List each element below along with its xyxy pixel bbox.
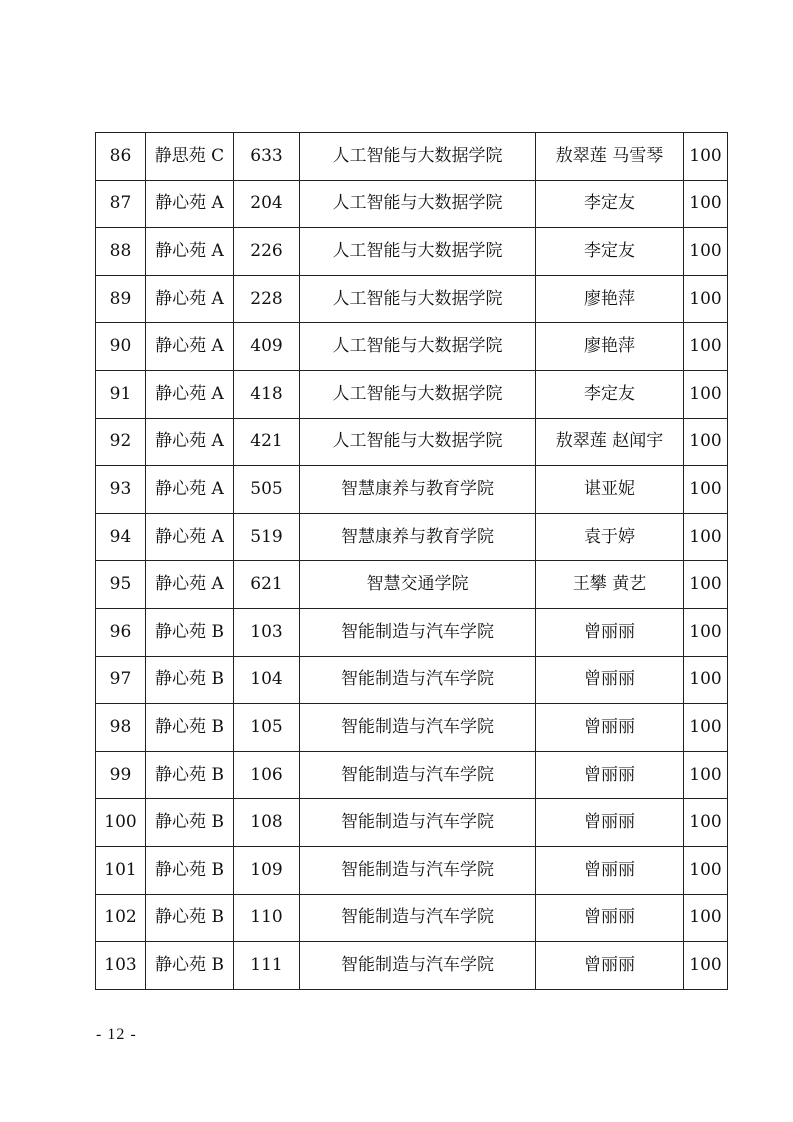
row-number-cell: 87 (96, 180, 146, 228)
row-number-cell: 95 (96, 561, 146, 609)
building-cell: 静心苑 A (146, 513, 234, 561)
table-row (96, 704, 728, 752)
building-cell: 静心苑 B (146, 799, 234, 847)
score-cell: 100 (684, 466, 728, 514)
score-cell: 100 (684, 561, 728, 609)
responsible-person-cell: 廖艳萍 (536, 275, 684, 323)
responsible-person-cell: 曾丽丽 (536, 894, 684, 942)
college-cell: 智能制造与汽车学院 (300, 846, 536, 894)
responsible-person-cell: 曾丽丽 (536, 942, 684, 990)
college-cell: 智能制造与汽车学院 (300, 608, 536, 656)
page-number: - 12 - (96, 1026, 137, 1043)
building-cell: 静心苑 A (146, 323, 234, 371)
responsible-person-cell: 曾丽丽 (536, 751, 684, 799)
college-cell: 人工智能与大数据学院 (300, 180, 536, 228)
building-cell: 静心苑 B (146, 894, 234, 942)
score-cell: 100 (684, 656, 728, 704)
table-row (96, 133, 728, 181)
room-cell: 104 (234, 656, 300, 704)
row-number-cell: 103 (96, 942, 146, 990)
room-cell: 105 (234, 704, 300, 752)
responsible-person-cell: 敖翠莲 马雪琴 (536, 133, 684, 181)
room-cell: 204 (234, 180, 300, 228)
responsible-person-cell: 李定友 (536, 180, 684, 228)
responsible-person-cell: 王攀 黄艺 (536, 561, 684, 609)
building-cell: 静心苑 B (146, 704, 234, 752)
building-cell: 静心苑 B (146, 942, 234, 990)
building-cell: 静心苑 A (146, 466, 234, 514)
room-cell: 111 (234, 942, 300, 990)
table-row (96, 561, 728, 609)
room-cell: 110 (234, 894, 300, 942)
building-cell: 静心苑 B (146, 656, 234, 704)
score-cell: 100 (684, 418, 728, 466)
responsible-person-cell: 李定友 (536, 370, 684, 418)
responsible-person-cell: 曾丽丽 (536, 608, 684, 656)
table-row (96, 466, 728, 514)
table-row (96, 370, 728, 418)
responsible-person-cell: 李定友 (536, 228, 684, 276)
room-cell: 103 (234, 608, 300, 656)
row-number-cell: 94 (96, 513, 146, 561)
table-row (96, 656, 728, 704)
responsible-person-cell: 廖艳萍 (536, 323, 684, 371)
row-number-cell: 88 (96, 228, 146, 276)
room-cell: 108 (234, 799, 300, 847)
table-row (96, 323, 728, 371)
score-cell: 100 (684, 133, 728, 181)
table-row (96, 180, 728, 228)
score-cell: 100 (684, 180, 728, 228)
room-cell: 106 (234, 751, 300, 799)
score-cell: 100 (684, 846, 728, 894)
room-cell: 228 (234, 275, 300, 323)
college-cell: 人工智能与大数据学院 (300, 275, 536, 323)
row-number-cell: 86 (96, 133, 146, 181)
college-cell: 人工智能与大数据学院 (300, 418, 536, 466)
table-body (96, 133, 728, 990)
row-number-cell: 96 (96, 608, 146, 656)
building-cell: 静心苑 B (146, 751, 234, 799)
room-cell: 633 (234, 133, 300, 181)
row-number-cell: 97 (96, 656, 146, 704)
table-row (96, 894, 728, 942)
college-cell: 智慧交通学院 (300, 561, 536, 609)
building-cell: 静心苑 A (146, 228, 234, 276)
table-row (96, 846, 728, 894)
dormitory-score-table (95, 132, 728, 990)
responsible-person-cell: 曾丽丽 (536, 656, 684, 704)
building-cell: 静心苑 A (146, 180, 234, 228)
building-cell: 静心苑 A (146, 275, 234, 323)
score-cell: 100 (684, 275, 728, 323)
college-cell: 智慧康养与教育学院 (300, 466, 536, 514)
score-cell: 100 (684, 608, 728, 656)
college-cell: 人工智能与大数据学院 (300, 370, 536, 418)
room-cell: 418 (234, 370, 300, 418)
table-row (96, 275, 728, 323)
score-cell: 100 (684, 228, 728, 276)
room-cell: 409 (234, 323, 300, 371)
table-row (96, 799, 728, 847)
row-number-cell: 99 (96, 751, 146, 799)
building-cell: 静心苑 A (146, 561, 234, 609)
room-cell: 109 (234, 846, 300, 894)
building-cell: 静思苑 C (146, 133, 234, 181)
table-row (96, 418, 728, 466)
score-cell: 100 (684, 751, 728, 799)
college-cell: 智能制造与汽车学院 (300, 751, 536, 799)
responsible-person-cell: 敖翠莲 赵闻宇 (536, 418, 684, 466)
score-cell: 100 (684, 323, 728, 371)
responsible-person-cell: 曾丽丽 (536, 799, 684, 847)
score-cell: 100 (684, 894, 728, 942)
college-cell: 人工智能与大数据学院 (300, 228, 536, 276)
building-cell: 静心苑 A (146, 370, 234, 418)
building-cell: 静心苑 A (146, 418, 234, 466)
score-cell: 100 (684, 513, 728, 561)
college-cell: 人工智能与大数据学院 (300, 323, 536, 371)
table-row (96, 608, 728, 656)
row-number-cell: 93 (96, 466, 146, 514)
row-number-cell: 89 (96, 275, 146, 323)
college-cell: 智能制造与汽车学院 (300, 704, 536, 752)
score-cell: 100 (684, 942, 728, 990)
college-cell: 智能制造与汽车学院 (300, 799, 536, 847)
room-cell: 421 (234, 418, 300, 466)
score-cell: 100 (684, 704, 728, 752)
building-cell: 静心苑 B (146, 608, 234, 656)
row-number-cell: 92 (96, 418, 146, 466)
room-cell: 621 (234, 561, 300, 609)
responsible-person-cell: 曾丽丽 (536, 846, 684, 894)
college-cell: 智慧康养与教育学院 (300, 513, 536, 561)
table-row (96, 228, 728, 276)
college-cell: 智能制造与汽车学院 (300, 942, 536, 990)
room-cell: 226 (234, 228, 300, 276)
table-row (96, 942, 728, 990)
responsible-person-cell: 袁于婷 (536, 513, 684, 561)
score-cell: 100 (684, 799, 728, 847)
row-number-cell: 100 (96, 799, 146, 847)
responsible-person-cell: 谌亚妮 (536, 466, 684, 514)
college-cell: 智能制造与汽车学院 (300, 894, 536, 942)
row-number-cell: 102 (96, 894, 146, 942)
college-cell: 智能制造与汽车学院 (300, 656, 536, 704)
score-cell: 100 (684, 370, 728, 418)
responsible-person-cell: 曾丽丽 (536, 704, 684, 752)
row-number-cell: 101 (96, 846, 146, 894)
room-cell: 519 (234, 513, 300, 561)
row-number-cell: 98 (96, 704, 146, 752)
row-number-cell: 90 (96, 323, 146, 371)
table-row (96, 513, 728, 561)
room-cell: 505 (234, 466, 300, 514)
college-cell: 人工智能与大数据学院 (300, 133, 536, 181)
building-cell: 静心苑 B (146, 846, 234, 894)
row-number-cell: 91 (96, 370, 146, 418)
table-row (96, 751, 728, 799)
